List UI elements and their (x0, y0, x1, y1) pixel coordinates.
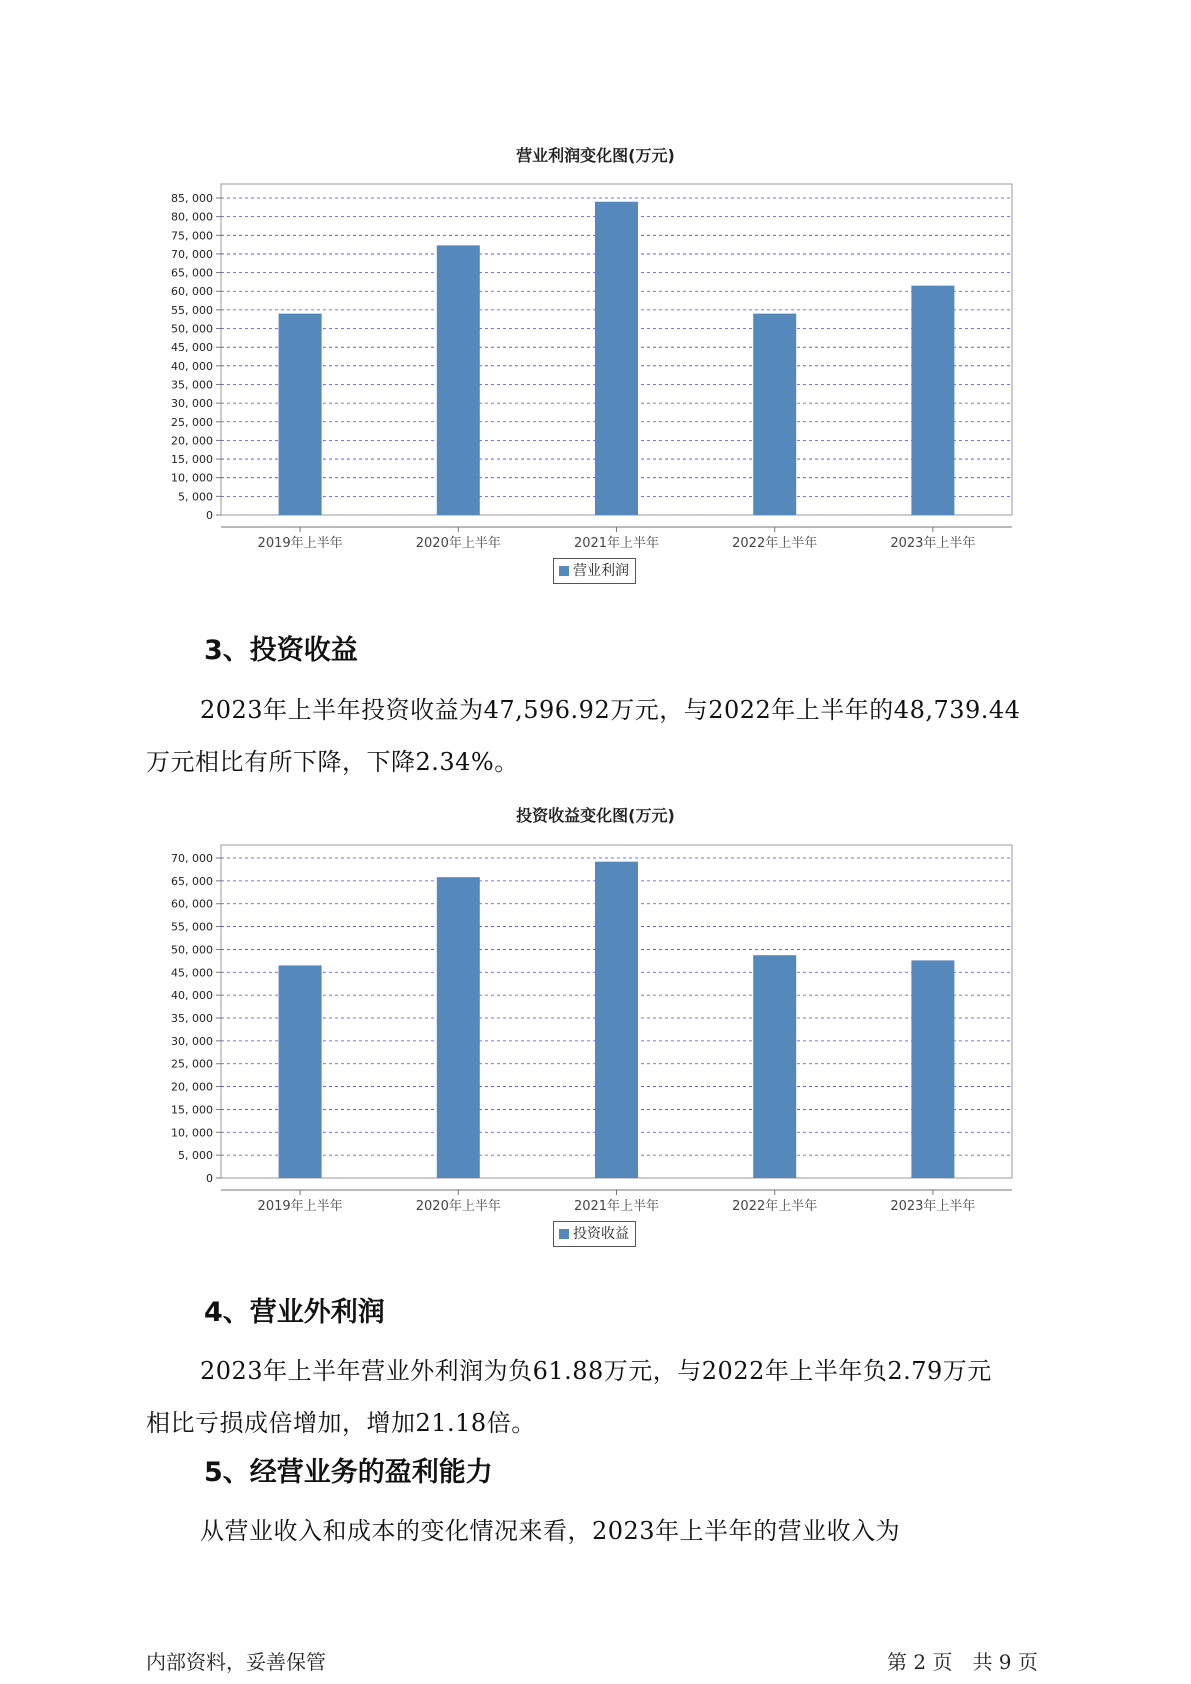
section-heading-non-operating-profit: 4、营业外利润 (204, 1297, 385, 1328)
paragraph-non-operating-profit (146, 1345, 1076, 1449)
y-tick-label: 70, 000 (171, 852, 213, 865)
y-tick-label: 80, 000 (171, 210, 213, 224)
x-tick-label: 2023年上半年 (890, 1199, 976, 1214)
legend-label: 营业利润 (573, 563, 629, 579)
y-tick-label: 35, 000 (171, 378, 213, 392)
x-tick-label: 2019年上半年 (257, 1199, 343, 1214)
y-tick-label: 10, 000 (171, 1126, 213, 1140)
x-tick-label: 2021年上半年 (573, 1199, 660, 1214)
y-tick-label: 75, 000 (171, 229, 213, 243)
y-tick-label: 55, 000 (171, 920, 213, 934)
y-tick-label: 50, 000 (171, 943, 213, 957)
bar (437, 245, 480, 515)
chart-title-operating-profit: 营业利润变化图(万元) (516, 146, 675, 165)
y-tick-label: 30, 000 (171, 1034, 213, 1048)
y-tick-label: 30, 000 (171, 397, 213, 411)
bar (911, 960, 954, 1178)
y-tick-label: 50, 000 (171, 322, 213, 336)
x-tick-label: 2022年上半年 (732, 1199, 818, 1214)
bar (753, 314, 796, 515)
x-tick-label: 2020年上半年 (415, 536, 501, 551)
bar (437, 877, 480, 1178)
x-tick-label: 2021年上半年 (573, 536, 660, 551)
y-tick-label: 85, 000 (171, 192, 213, 205)
y-tick-label: 5, 000 (178, 1149, 213, 1163)
chart-title-investment-income: 投资收益变化图(万元) (516, 806, 675, 825)
bar (595, 202, 638, 515)
section-heading-investment-income: 3、投资收益 (204, 635, 358, 666)
y-tick-label: 40, 000 (171, 989, 213, 1003)
y-tick-label: 45, 000 (171, 966, 213, 980)
y-tick-label: 20, 000 (171, 434, 213, 448)
paragraph-line: 万元相比有所下降，下降2.34%。 (146, 748, 519, 776)
paragraph-line: 从营业收入和成本的变化情况来看，2023年上半年的营业收入为 (200, 1517, 901, 1545)
x-tick-label: 2019年上半年 (257, 536, 343, 551)
y-tick-label: 10, 000 (171, 471, 213, 485)
bar (753, 955, 796, 1178)
y-tick-label: 25, 000 (171, 415, 213, 429)
y-tick-label: 0 (206, 1172, 213, 1185)
y-tick-label: 55, 000 (171, 303, 213, 317)
chart-legend-operating-profit (553, 558, 636, 584)
y-tick-label: 20, 000 (171, 1080, 213, 1094)
bar (911, 286, 954, 515)
footer-page-number: 第 2 页 共 9 页 (887, 1650, 1038, 1674)
paragraph-investment-income (146, 684, 1076, 788)
y-tick-label: 65, 000 (171, 266, 213, 280)
bar (595, 862, 638, 1178)
x-tick-label: 2022年上半年 (732, 536, 818, 551)
y-tick-label: 70, 000 (171, 247, 213, 261)
x-tick-label: 2020年上半年 (415, 1199, 501, 1214)
y-tick-label: 40, 000 (171, 359, 213, 373)
footer-confidential-note: 内部资料，妥善保管 (146, 1650, 326, 1674)
legend-label: 投资收益 (573, 1226, 629, 1242)
y-tick-label: 60, 000 (171, 897, 213, 911)
bar (279, 314, 322, 515)
legend-swatch (559, 1229, 569, 1239)
y-tick-label: 15, 000 (171, 453, 213, 467)
paragraph-line: 2023年上半年营业外利润为负61.88万元，与2022年上半年负2.79万元 (200, 1357, 992, 1385)
section-heading-profitability: 5、经营业务的盈利能力 (204, 1457, 493, 1488)
legend-swatch (559, 566, 569, 576)
y-tick-label: 25, 000 (171, 1057, 213, 1071)
operating-profit-bar-chart (0, 170, 1191, 550)
paragraph-line: 相比亏损成倍增加，增加21.18倍。 (146, 1409, 536, 1437)
paragraph-line: 2023年上半年投资收益为47,596.92万元，与2022年上半年的48,739.44 (200, 696, 1021, 724)
y-tick-label: 65, 000 (171, 874, 213, 888)
x-tick-label: 2023年上半年 (890, 536, 976, 551)
y-tick-label: 60, 000 (171, 285, 213, 299)
investment-income-bar-chart (0, 830, 1191, 1214)
y-tick-label: 15, 000 (171, 1103, 213, 1117)
y-tick-label: 5, 000 (178, 490, 213, 504)
y-tick-label: 0 (206, 509, 213, 522)
y-tick-label: 35, 000 (171, 1012, 213, 1025)
y-tick-label: 45, 000 (171, 341, 213, 355)
paragraph-profitability (146, 1505, 1076, 1557)
chart-legend-investment-income (553, 1221, 636, 1247)
bar (279, 965, 322, 1178)
